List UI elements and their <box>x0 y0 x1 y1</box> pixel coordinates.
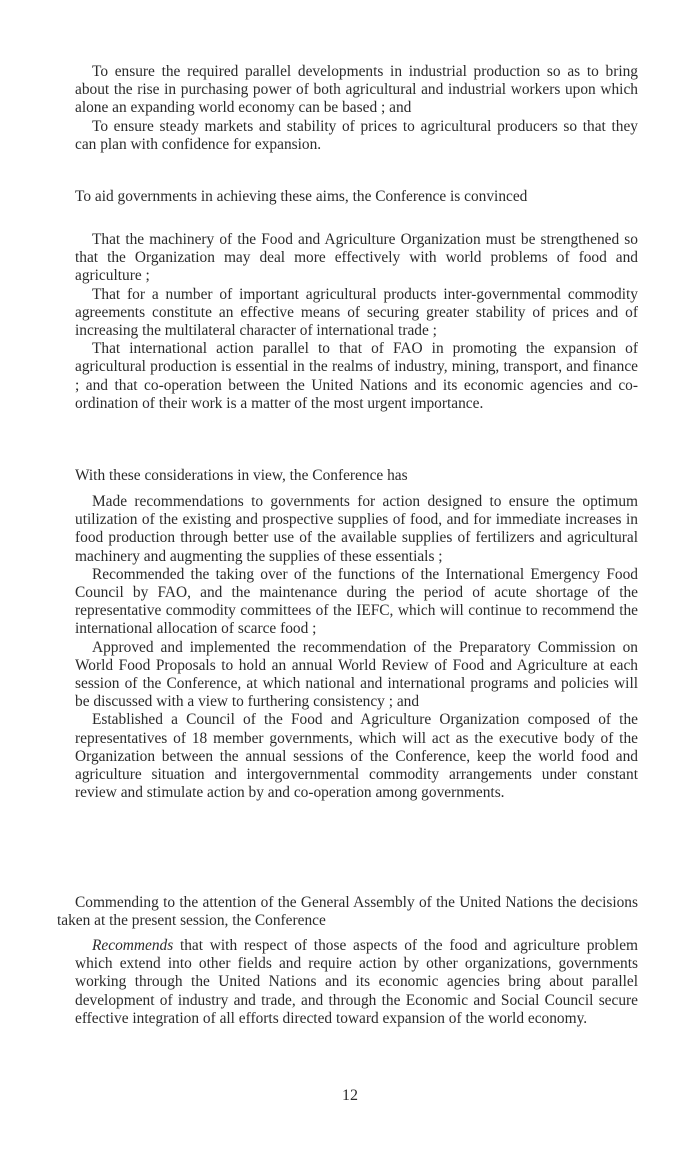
paragraph-commending: Commending to the attention of the General Assembly of the United Nations the decisions taken at the present session, the Conference <box>57 894 638 930</box>
recommends-text: that with respect of those aspects of the food and agriculture problem which extend into other fields and require action by other organizations, governments working through the United Nations and its economic agencies bring about parallel development of industry and trade, and through the Economic and Social Council secure effective integration of all efforts directed toward expansion of the world economy. <box>75 937 638 1027</box>
paragraph-ensure-markets: To ensure steady markets and stability of prices to agricultural producers so that they can plan with confidence for expansion. <box>75 117 638 153</box>
paragraph-established-council: Established a Council of the Food and Agriculture Organization composed of the representatives of 18 member governments, which will act as the executive body of the Organization between the annual sessions of the Conference, keep the world food and agriculture situation and intergovernmental commodity arrangements under constant review and stimulate action by and co-operation among governments. <box>75 711 638 802</box>
page-number: 12 <box>342 1087 358 1104</box>
paragraph-commodity-agreements: That for a number of important agricultural products inter-governmental commodity agreements constitute an effective means of securing greater stability of prices and of increasing the multilateral character of international trade ; <box>75 285 638 340</box>
block-conference-actions <box>75 493 638 802</box>
paragraph-to-aid-governments: To aid governments in achieving these aims, the Conference is convinced <box>75 188 528 205</box>
paragraph-with-these-considerations: With these considerations in view, the Conference has <box>75 467 408 484</box>
paragraph-ensure-industrial: To ensure the required parallel developments in industrial production so as to bring about the rise in purchasing power of both agricultural and industrial workers upon which alone an expanding world economy can be based ; and <box>75 63 638 117</box>
paragraph-recommended-taking-over: Recommended the taking over of the functions of the International Emergency Food Council by FAO, and the maintenance during the period of acute shortage of the representative commodity committees of the IEFC, which will continue to recommend the international allocation of scarce food ; <box>75 565 638 638</box>
block-convinced-clauses <box>75 231 638 413</box>
block-ensure-clauses <box>75 63 638 154</box>
paragraph-recommends <box>75 937 638 1028</box>
paragraph-made-recommendations: Made recommendations to governments for action designed to ensure the optimum utilization of the existing and prospective supplies of food, and for immediate increases in food production through better use of the available supplies of fertilizers and agricultural machinery and augmenting the supplies of these essentials ; <box>75 493 638 565</box>
paragraph-international-action: That international action parallel to that of FAO in promoting the expansion of agricultural production is essential in the realms of industry, mining, transport, and finance ; and that co-operation between the United Nations and its economic agencies and co-ordination of their work is a matter of the most urgent importance. <box>75 340 638 412</box>
recommends-keyword: Recommends <box>92 937 174 954</box>
paragraph-machinery: That the machinery of the Food and Agriculture Organization must be strengthened so that the Organization may deal more effectively with world problems of food and agriculture ; <box>75 231 638 285</box>
block-recommends <box>75 937 638 1028</box>
paragraph-approved-implemented: Approved and implemented the recommendation of the Preparatory Commission on World Food Proposals to hold an annual World Review of Food and Agriculture at each session of the Conference, at which national and international programs and policies will be discussed with a view to furthering consistency ; and <box>75 638 638 711</box>
